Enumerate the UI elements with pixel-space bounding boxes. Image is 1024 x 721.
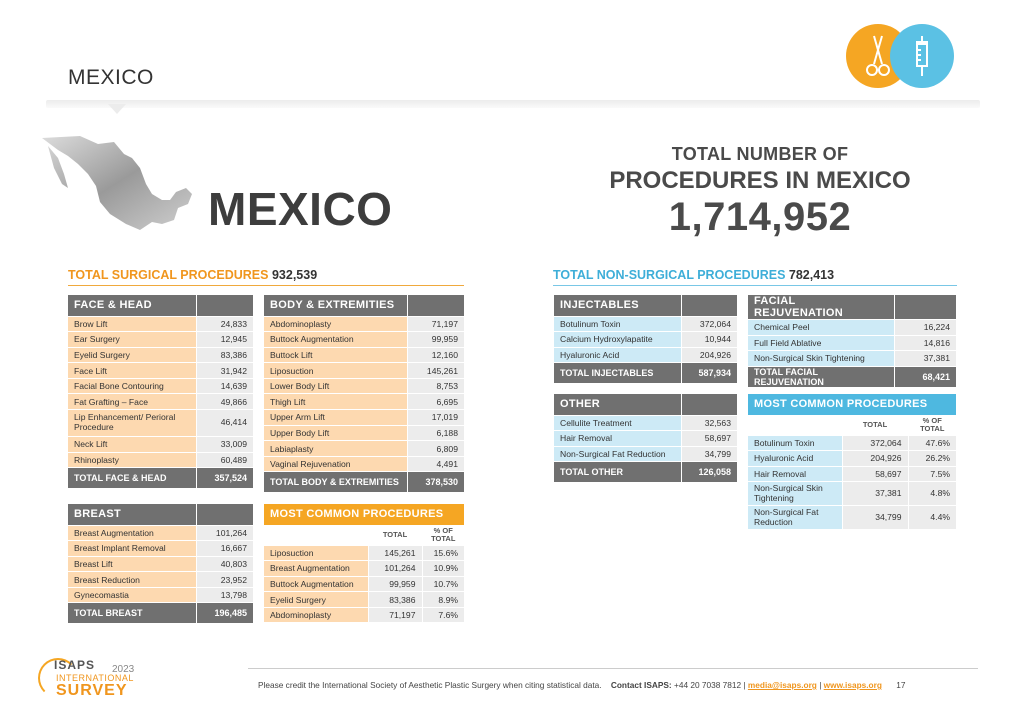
row-value: 14,816: [894, 335, 956, 351]
table-row: [68, 587, 253, 603]
table-row: [554, 316, 737, 332]
row-label: Ear Surgery: [68, 332, 196, 348]
total-procedures-block: [560, 144, 960, 240]
row-pct: 10.7%: [422, 576, 464, 592]
row-label: Buttock Augmentation: [264, 576, 368, 592]
total-label: TOTAL BREAST: [68, 603, 196, 624]
facial-rejuvenation-table: [748, 295, 956, 388]
row-label: Fat Grafting – Face: [68, 394, 196, 410]
row-value: 204,926: [681, 347, 737, 363]
table-row: [264, 410, 464, 426]
table-title: BREAST: [68, 504, 196, 525]
table-title: OTHER: [554, 394, 681, 415]
footer-phone: +44 20 7038 7812: [674, 680, 742, 690]
table-row: [748, 466, 956, 482]
row-pct: 26.2%: [908, 451, 956, 467]
row-label: Upper Arm Lift: [264, 410, 407, 426]
total-label: TOTAL BODY & EXTREMITIES: [264, 472, 407, 493]
table-row: [264, 316, 464, 332]
total-label: TOTAL OTHER: [554, 462, 681, 483]
row-pct: 4.4%: [908, 506, 956, 530]
header-band: [46, 100, 980, 108]
table-subheader: [748, 415, 956, 435]
surgical-common-table: [264, 504, 464, 623]
row-label: Breast Augmentation: [68, 525, 196, 541]
row-label: Calcium Hydroxylapatite: [554, 332, 681, 348]
row-pct: 47.6%: [908, 435, 956, 451]
table-row: [264, 332, 464, 348]
row-label: Cellulite Treatment: [554, 415, 681, 431]
table-row: [264, 545, 464, 561]
table-row: [264, 441, 464, 457]
row-value: 71,197: [368, 607, 422, 623]
table-row: [264, 378, 464, 394]
row-value: 145,261: [368, 545, 422, 561]
total-heading-line1: TOTAL NUMBER OF: [671, 144, 849, 164]
table-row: [68, 572, 253, 588]
total-value: 587,934: [681, 363, 737, 384]
row-label: Non-Surgical Fat Reduction: [748, 506, 842, 530]
row-value: 71,197: [407, 316, 464, 332]
row-label: Buttock Lift: [264, 347, 407, 363]
table-header: [748, 394, 956, 415]
row-value: 31,942: [196, 363, 253, 379]
row-value: 372,064: [681, 316, 737, 332]
table-row: [264, 607, 464, 623]
logo-international: INTERNATIONAL: [56, 673, 134, 683]
table-row: [554, 446, 737, 462]
row-value: 16,667: [196, 541, 253, 557]
row-label: Botulinum Toxin: [748, 435, 842, 451]
row-label: Labiaplasty: [264, 441, 407, 457]
table-row: [68, 394, 253, 410]
table-title: MOST COMMON PROCEDURES: [748, 394, 956, 415]
footer-website-link[interactable]: www.isaps.org: [823, 680, 882, 690]
row-value: 34,799: [842, 506, 908, 530]
table-row: [68, 332, 253, 348]
row-label: Gynecomastia: [68, 587, 196, 603]
row-value: 60,489: [196, 452, 253, 468]
table-total-row: [554, 363, 737, 384]
row-value: 204,926: [842, 451, 908, 467]
table-total-row: [68, 468, 253, 489]
table-title: MOST COMMON PROCEDURES: [264, 504, 464, 525]
table-header: [264, 295, 464, 316]
logo-isaps: ISAPS: [54, 658, 96, 672]
row-pct: 7.5%: [908, 466, 956, 482]
col-total-label: TOTAL: [368, 525, 422, 545]
table-title: FACE & HEAD: [68, 295, 196, 316]
syringe-icon: [902, 34, 942, 78]
surgical-heading-total: 932,539: [271, 268, 318, 282]
row-label: Full Field Ablative: [748, 335, 894, 351]
footer: [258, 680, 905, 690]
table-title: INJECTABLES: [554, 295, 681, 316]
table-row: [264, 456, 464, 472]
row-label: Hair Removal: [748, 466, 842, 482]
total-value: 378,530: [407, 472, 464, 493]
row-value: 14,639: [196, 378, 253, 394]
row-label: Liposuction: [264, 545, 368, 561]
breast-table: [68, 504, 253, 624]
row-value: 32,563: [681, 415, 737, 431]
table-row: [264, 425, 464, 441]
row-label: Liposuction: [264, 363, 407, 379]
footer-separator: |: [743, 680, 746, 690]
table-row: [68, 556, 253, 572]
row-value: 101,264: [196, 525, 253, 541]
table-row: [748, 320, 956, 336]
row-label: Breast Augmentation: [264, 561, 368, 577]
table-row: [748, 351, 956, 367]
row-label: Eyelid Surgery: [264, 592, 368, 608]
nonsurgical-heading-label: TOTAL NON-SURGICAL PROCEDURES: [553, 268, 786, 282]
table-header: [68, 504, 253, 525]
row-label: Lower Body Lift: [264, 378, 407, 394]
table-title: BODY & EXTREMITIES: [264, 295, 407, 316]
total-label: TOTAL INJECTABLES: [554, 363, 681, 384]
row-label: Rhinoplasty: [68, 452, 196, 468]
row-value: 16,224: [894, 320, 956, 336]
row-label: Abdominoplasty: [264, 607, 368, 623]
total-label: TOTAL FACE & HEAD: [68, 468, 196, 489]
row-value: 10,944: [681, 332, 737, 348]
table-row: [264, 347, 464, 363]
row-pct: 7.6%: [422, 607, 464, 623]
table-header: [554, 295, 737, 316]
total-value: 68,421: [894, 366, 956, 387]
row-label: Abdominoplasty: [264, 316, 407, 332]
row-label: Lip Enhancement/ Perioral Procedure: [68, 410, 196, 437]
col-pct-label: % OF TOTAL: [422, 525, 464, 545]
table-row: [68, 541, 253, 557]
table-total-row: [68, 603, 253, 624]
row-label: Non-Surgical Fat Reduction: [554, 446, 681, 462]
row-label: Breast Reduction: [68, 572, 196, 588]
logo-year: 2023: [112, 664, 135, 675]
table-header: [68, 295, 253, 316]
row-label: Face Lift: [68, 363, 196, 379]
row-label: Eyelid Surgery: [68, 347, 196, 363]
other-table: [554, 394, 737, 483]
row-label: Hyaluronic Acid: [748, 451, 842, 467]
row-value: 37,381: [842, 482, 908, 506]
row-label: Breast Lift: [68, 556, 196, 572]
country-label: MEXICO: [208, 183, 393, 235]
row-value: 46,414: [196, 410, 253, 437]
row-value: 23,952: [196, 572, 253, 588]
row-value: 12,945: [196, 332, 253, 348]
table-row: [748, 506, 956, 530]
row-label: Breast Implant Removal: [68, 541, 196, 557]
row-label: Hair Removal: [554, 431, 681, 447]
table-row: [68, 452, 253, 468]
row-label: Non-Surgical Skin Tightening: [748, 482, 842, 506]
row-value: 99,959: [407, 332, 464, 348]
table-row: [554, 347, 737, 363]
row-pct: 4.8%: [908, 482, 956, 506]
row-value: 99,959: [368, 576, 422, 592]
row-value: 8,753: [407, 378, 464, 394]
table-row: [748, 435, 956, 451]
row-pct: 8.9%: [422, 592, 464, 608]
row-value: 24,833: [196, 316, 253, 332]
nonsurgical-common-table: [748, 394, 956, 530]
row-value: 101,264: [368, 561, 422, 577]
total-procedures-value: 1,714,952: [668, 195, 852, 239]
table-title: FACIAL REJUVENATION: [748, 295, 894, 320]
row-label: Thigh Lift: [264, 394, 407, 410]
header-notch: [108, 104, 126, 114]
row-pct: 15.6%: [422, 545, 464, 561]
table-row: [264, 394, 464, 410]
table-row: [68, 378, 253, 394]
table-row: [264, 363, 464, 379]
row-value: 6,188: [407, 425, 464, 441]
row-value: 6,695: [407, 394, 464, 410]
col-pct-label: % OF TOTAL: [908, 415, 956, 435]
row-label: Buttock Augmentation: [264, 332, 407, 348]
table-row: [264, 576, 464, 592]
row-label: Facial Bone Contouring: [68, 378, 196, 394]
table-total-row: [554, 462, 737, 483]
row-value: 17,019: [407, 410, 464, 426]
row-value: 372,064: [842, 435, 908, 451]
row-label: Brow Lift: [68, 316, 196, 332]
table-row: [264, 592, 464, 608]
page-title: MEXICO: [68, 66, 154, 89]
surgical-heading: [68, 268, 464, 286]
row-value: 83,386: [196, 347, 253, 363]
row-value: 33,009: [196, 437, 253, 453]
row-label: Botulinum Toxin: [554, 316, 681, 332]
row-label: Hyaluronic Acid: [554, 347, 681, 363]
table-row: [554, 415, 737, 431]
row-value: 83,386: [368, 592, 422, 608]
footer-credit: Please credit the International Society of Aesthetic Plastic Surgery when citing statistical data.: [258, 680, 602, 690]
row-pct: 10.9%: [422, 561, 464, 577]
table-row: [68, 437, 253, 453]
isaps-logo: [38, 658, 158, 708]
face-head-table: [68, 295, 253, 489]
row-value: 34,799: [681, 446, 737, 462]
table-subheader: [264, 525, 464, 545]
footer-divider: [248, 668, 978, 669]
total-value: 196,485: [196, 603, 253, 624]
injectables-table: [554, 295, 737, 384]
nonsurgical-circle: [890, 24, 954, 88]
row-value: 49,866: [196, 394, 253, 410]
total-value: 357,524: [196, 468, 253, 489]
row-value: 37,381: [894, 351, 956, 367]
row-value: 58,697: [842, 466, 908, 482]
row-label: Chemical Peel: [748, 320, 894, 336]
total-value: 126,058: [681, 462, 737, 483]
table-header: [264, 504, 464, 525]
row-value: 6,809: [407, 441, 464, 457]
table-row: [68, 363, 253, 379]
table-row: [554, 332, 737, 348]
table-row: [68, 525, 253, 541]
row-label: Non-Surgical Skin Tightening: [748, 351, 894, 367]
table-row: [68, 410, 253, 437]
table-row: [264, 561, 464, 577]
row-label: Vaginal Rejuvenation: [264, 456, 407, 472]
table-header: [554, 394, 737, 415]
table-row: [748, 451, 956, 467]
row-value: 13,798: [196, 587, 253, 603]
footer-email-link[interactable]: media@isaps.org: [747, 680, 817, 690]
page-number: 17: [896, 680, 906, 690]
total-heading-line2: PROCEDURES IN MEXICO: [609, 167, 911, 194]
row-label: Neck Lift: [68, 437, 196, 453]
table-row: [68, 347, 253, 363]
table-row: [748, 482, 956, 506]
col-total-label: TOTAL: [842, 415, 908, 435]
nonsurgical-heading: [553, 268, 957, 286]
nonsurgical-heading-total: 782,413: [788, 268, 835, 282]
table-total-row: [748, 366, 956, 387]
row-value: 40,803: [196, 556, 253, 572]
footer-separator: |: [819, 680, 822, 690]
row-label: Upper Body Lift: [264, 425, 407, 441]
row-value: 145,261: [407, 363, 464, 379]
row-value: 58,697: [681, 431, 737, 447]
table-header: [748, 295, 956, 320]
table-row: [68, 316, 253, 332]
page-header: [0, 0, 1024, 110]
table-row: [748, 335, 956, 351]
row-value: 4,491: [407, 456, 464, 472]
total-label: TOTAL FACIAL REJUVENATION: [748, 366, 894, 387]
footer-contact-label: Contact ISAPS:: [610, 680, 672, 690]
table-row: [554, 431, 737, 447]
table-total-row: [264, 472, 464, 493]
body-extremities-table: [264, 295, 464, 493]
mexico-map-icon: [40, 128, 200, 238]
row-value: 12,160: [407, 347, 464, 363]
surgical-heading-label: TOTAL SURGICAL PROCEDURES: [68, 268, 269, 282]
logo-survey: SURVEY: [56, 682, 128, 699]
